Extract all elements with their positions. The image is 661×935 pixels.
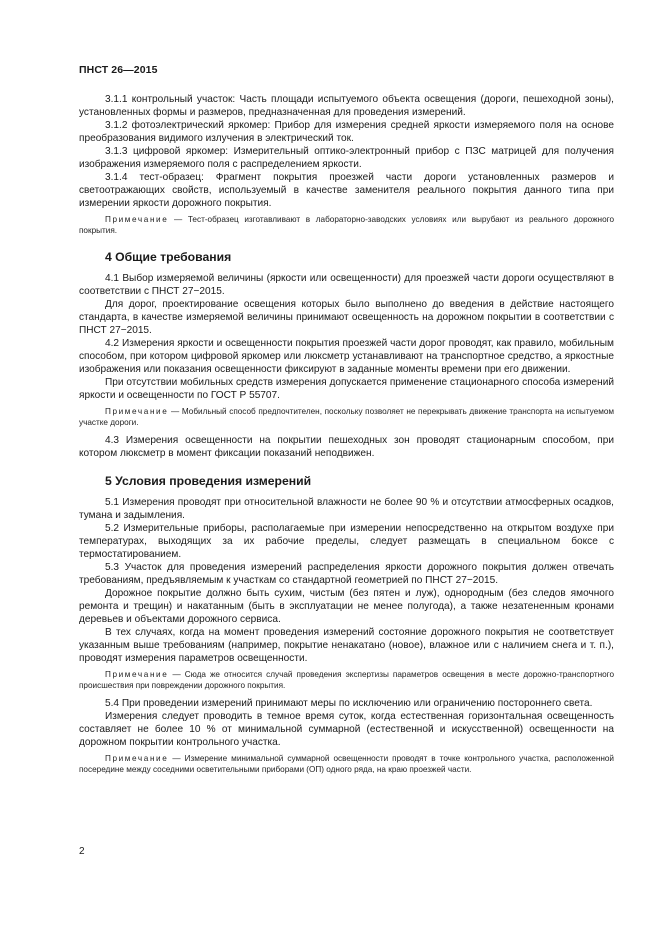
paragraph-5-1: 5.1 Измерения проводят при относительной влажности не более 90 % и отсутствии атмосферных осадков, тумана и задымления. xyxy=(79,497,614,521)
note-label: Примечание xyxy=(105,407,169,416)
paragraph-5-4-cont: Измерения следует проводить в темное время суток, когда естественная горизонтальная освещенность составляет не более 10 % от минимальной суммарной (естественной и искусственной) освещенности на дорожном покрытии контрольного участка. xyxy=(79,711,614,748)
note-accident xyxy=(79,669,614,691)
paragraph-5-3: 5.3 Участок для проведения измерений распределения яркости дорожного покрытия должен отвечать требованиям, предъявляемым к участкам со стандартной геометрией по ПНСТ 27−2015. xyxy=(79,562,614,586)
paragraph-3-1-4: 3.1.4 тест-образец: Фрагмент покрытия проезжей части дороги установленных размеров и светоотражающих свойств, используемый в качестве заменителя реального покрытия данного типа при измерении яркости дорожного покрытия. xyxy=(79,172,614,209)
paragraph-4-1: 4.1 Выбор измеряемой величины (яркости или освещенности) для проезжей части дороги осуществляют в соответствии с ПНСТ 27−2015. xyxy=(79,273,614,297)
paragraph-5-3-cont: Дорожное покрытие должно быть сухим, чистым (без пятен и луж), однородным (без следов ямочного ремонта и трещин) и накатанным (быть в эксплуатации не менее полугода), а также незатененным кронами деревьев и объектами дорожного сервиса. xyxy=(79,588,614,625)
paragraph-3-1-3: 3.1.3 цифровой яркомер: Измерительный оптико-электронный прибор с ПЗС матрицей для получения изображения измеряемого поля с распределением яркости. xyxy=(79,146,614,170)
paragraph-3-1-2: 3.1.2 фотоэлектрический яркомер: Прибор для измерения средней яркости измеряемого поля на основе преобразования видимого излучения в электрический ток. xyxy=(79,120,614,144)
paragraph-4-3: 4.3 Измерения освещенности на покрытии пешеходных зон проводят стационарным способом, при котором люксметр в момент фиксации показаний неподвижен. xyxy=(79,435,614,459)
paragraph-4-1-cont: Для дорог, проектирование освещения которых было выполнено до введения в действие настоящего стандарта, в качестве измеряемой величины принимают освещенность на дорожном покрытии в соответствии с ПНСТ 27−2015. xyxy=(79,299,614,336)
paragraph-3-1-1: 3.1.1 контрольный участок: Часть площади испытуемого объекта освещения (дороги, пешеходной зоны), установленных формы и размеров, предназначенная для проведения измерений. xyxy=(79,94,614,118)
note-mobile-method xyxy=(79,406,614,428)
note-min-illuminance xyxy=(79,753,614,775)
note-test-sample xyxy=(79,214,614,236)
paragraph-4-2: 4.2 Измерения яркости и освещенности покрытия проезжей части дорог проводят, как правило, мобильным способом, при котором цифровой яркомер или люксметр устанавливают на транспортное средство, а яркостные изображения или показания освещенности фиксируют в заданные моменты времени при его движении. xyxy=(79,338,614,375)
note-label: Примечание xyxy=(105,670,169,679)
paragraph-4-2-cont: При отсутствии мобильных средств измерения допускается применение стационарного способа измерений яркости и освещенности по ГОСТ Р 55707. xyxy=(79,377,614,401)
note-text: — Мобильный способ предпочтителен, поскольку позволяет не перекрывать движение транспорта на испытуемом участке дороги. xyxy=(79,407,615,427)
page-content xyxy=(79,90,614,775)
note-text: — Тест-образец изготавливают в лабораторно-заводских условиях или вырубают из реального дорожного покрытия. xyxy=(79,215,614,235)
note-label: Примечание xyxy=(105,754,169,763)
paragraph-5-4: 5.4 При проведении измерений принимают меры по исключению или ограничению постороннего света. xyxy=(105,698,593,709)
paragraph-5-2: 5.2 Измерительные приборы, располагаемые при измерении непосредственно на открытом воздухе при температурах, выходящих за их рабочие пределы, следует размещать в специальном боксе с термостатированием. xyxy=(79,523,614,560)
document-code-header: ПНСТ 26—2015 xyxy=(79,64,158,76)
paragraph-5-3-cont2: В тех случаях, когда на момент проведения измерений состояние дорожного покрытия не соответствует указанным выше требованиям (например, покрытие ненакатано (новое), влажное или с наличием снега и т. п.), проводят измерения параметров освещенности. xyxy=(79,627,614,664)
section-5-heading: 5 Условия проведения измерений xyxy=(105,474,312,488)
section-4-heading: 4 Общие требования xyxy=(105,250,232,264)
note-label: Примечание xyxy=(105,215,169,224)
note-text: — Сюда же относится случай проведения экспертизы параметров освещения в месте дорожно-транспортного происшествия при повреждении дорожного покрытия. xyxy=(79,670,615,690)
page-number: 2 xyxy=(79,846,85,857)
note-text: — Измерение минимальной суммарной освещенности проводят в точке контрольного участка, расположенной посередине между соседними осветительными приборами (ОП) одного ряда, на краю проезжей части. xyxy=(79,754,614,774)
